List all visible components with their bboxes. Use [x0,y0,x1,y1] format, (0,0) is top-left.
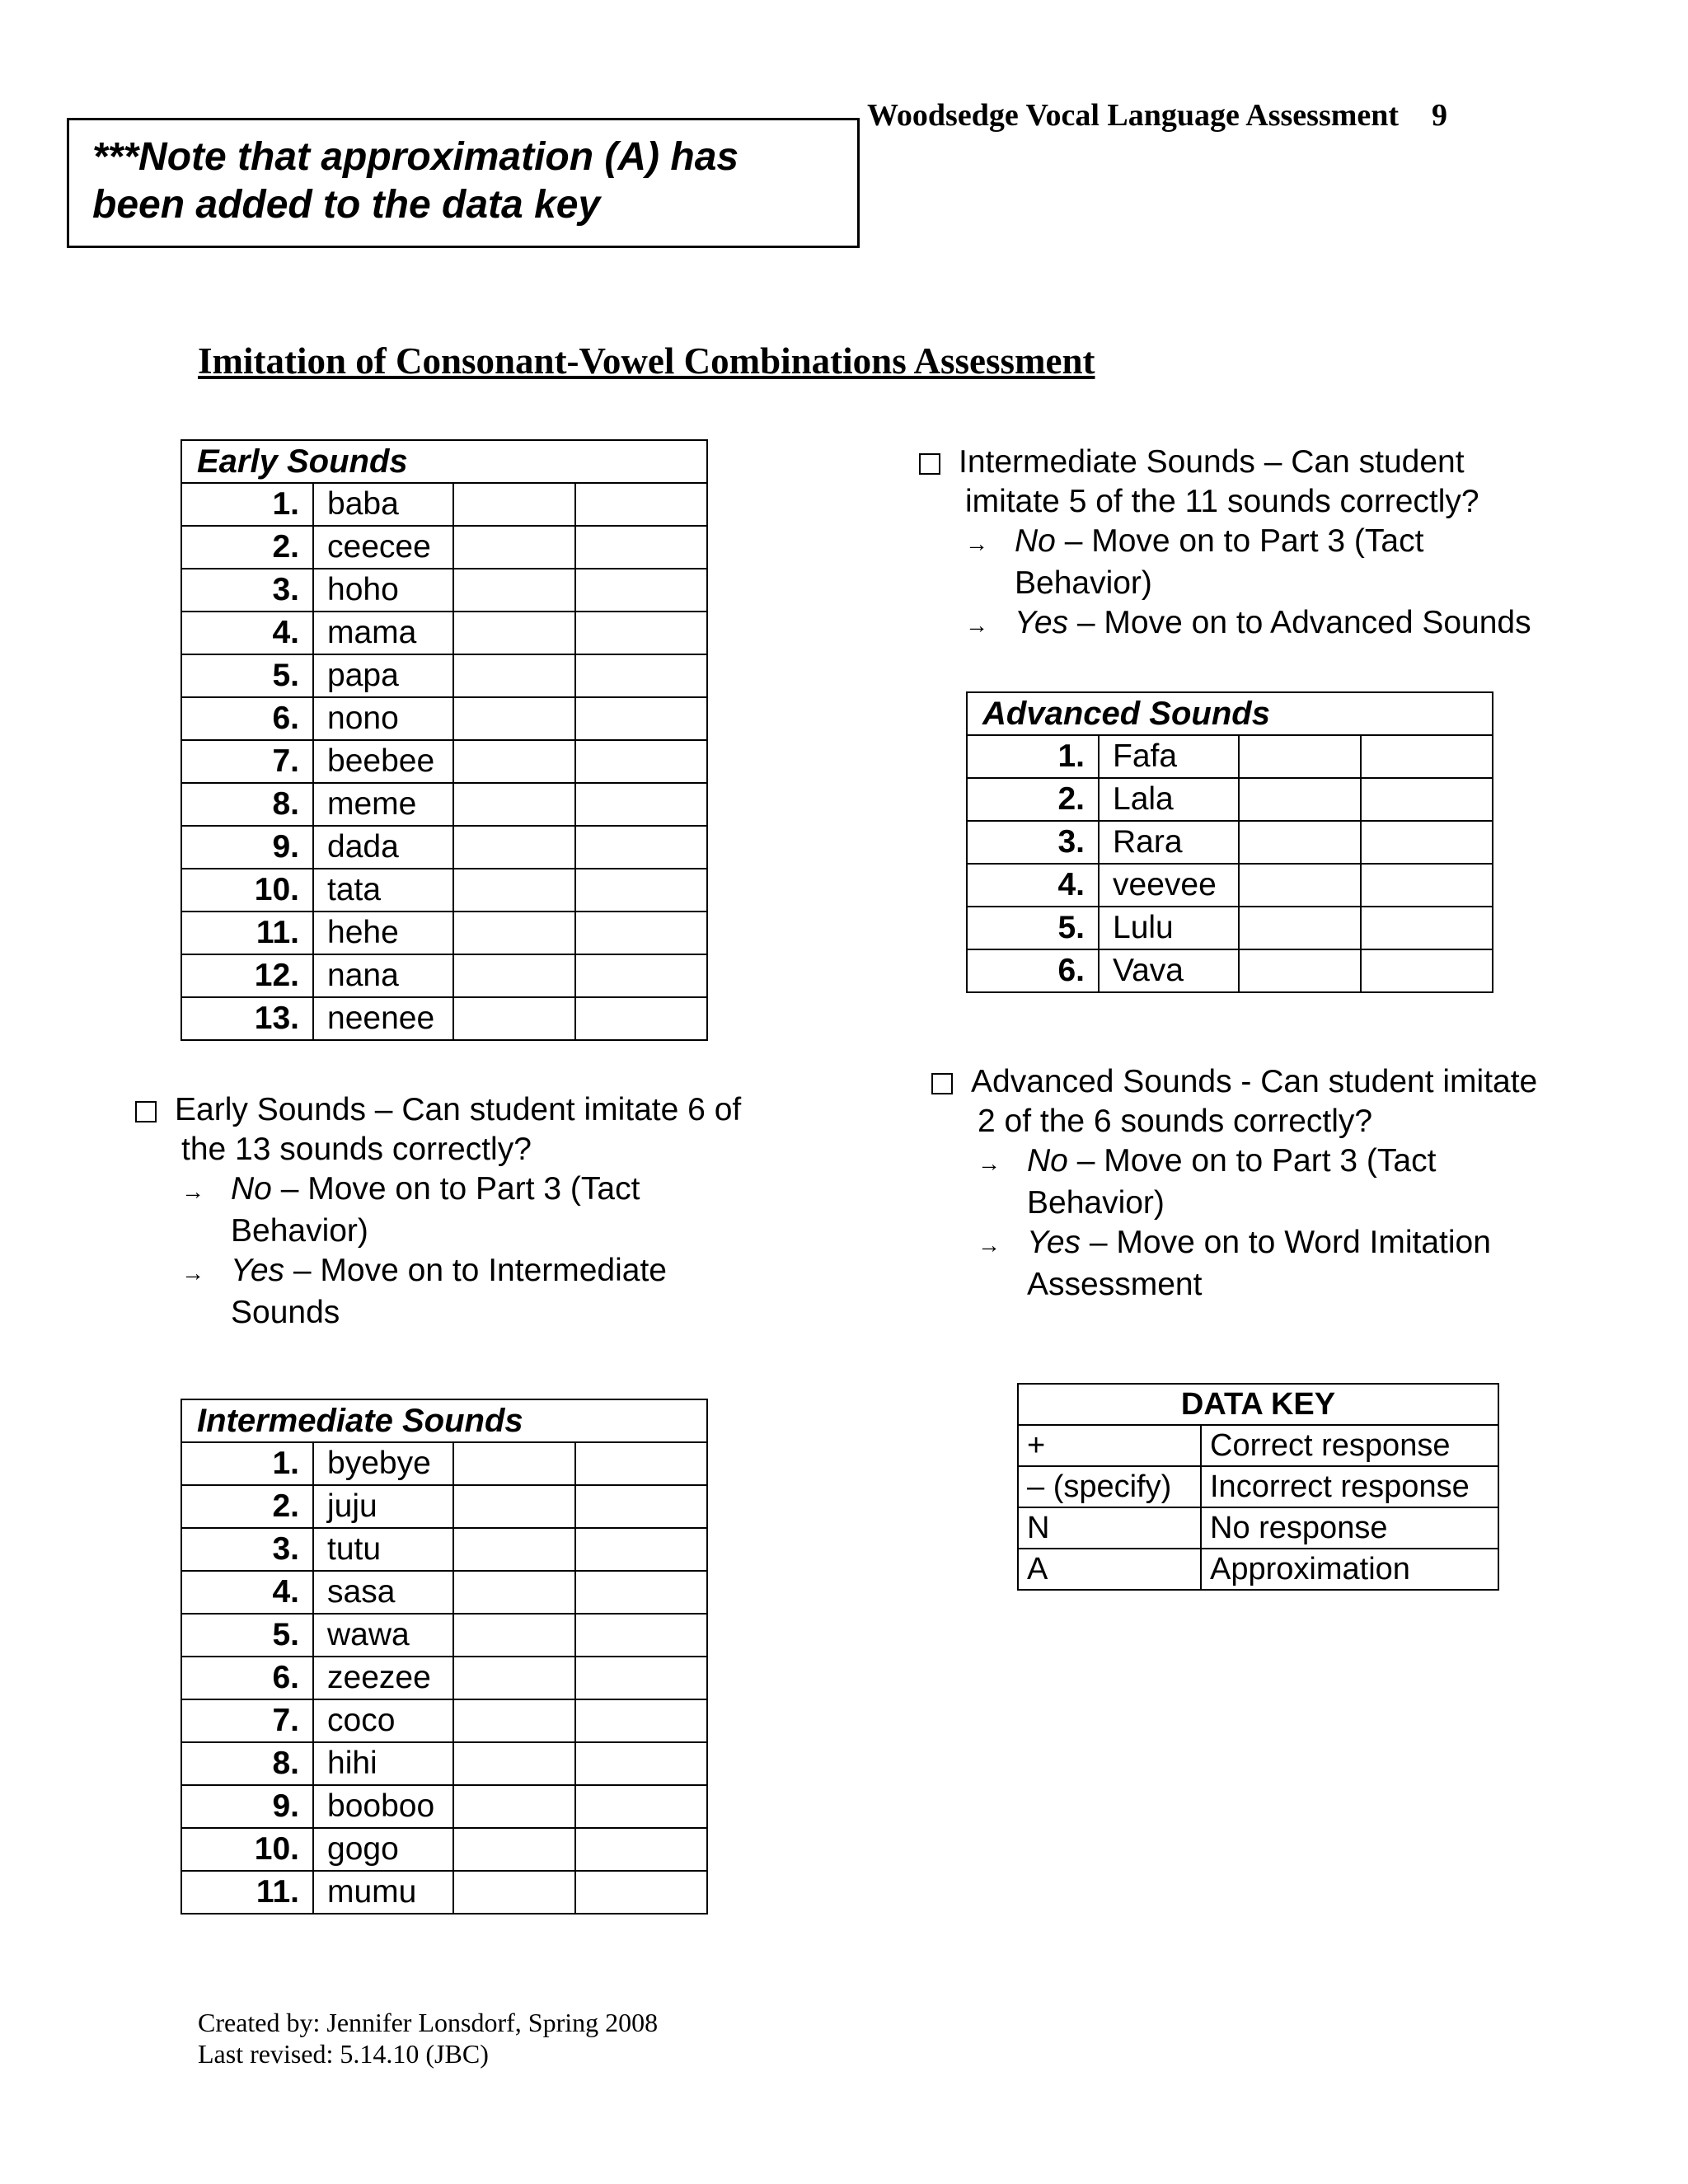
response-cell-1[interactable] [453,783,575,826]
response-cell-1[interactable] [453,1528,575,1571]
table-row [967,778,1493,821]
sound-word: zeezee [313,1657,453,1699]
row-number: 2. [967,778,1099,821]
sound-word: hihi [313,1742,453,1785]
row-number: 9. [181,1785,313,1828]
data-key-code: A [1018,1549,1201,1590]
response-cell-2[interactable] [575,1785,707,1828]
early-q-line1: Early Sounds – Can student imitate 6 of [175,1092,742,1127]
sound-word: papa [313,654,453,697]
sound-word: hoho [313,569,453,612]
data-key-code: – (specify) [1018,1466,1201,1507]
table-row [181,869,707,912]
response-cell-1[interactable] [453,826,575,869]
response-cell-1[interactable] [453,1571,575,1614]
response-cell-1[interactable] [1239,864,1361,907]
adv-q-yes-label: Yes [1027,1225,1081,1260]
response-cell-2[interactable] [575,1828,707,1871]
row-number: 3. [967,821,1099,864]
data-key-code: N [1018,1507,1201,1549]
page-title: Imitation of Consonant-Vowel Combinations Assessment [198,340,1095,382]
response-cell-2[interactable] [1361,735,1493,778]
response-cell-2[interactable] [575,612,707,654]
sound-word: nana [313,954,453,997]
intermediate-sounds-heading: Intermediate Sounds [181,1399,707,1442]
response-cell-2[interactable] [1361,821,1493,864]
table-row [181,1657,707,1699]
sound-word: baba [313,483,453,526]
data-key-meaning: No response [1201,1507,1498,1549]
adv-q-yes-text2: Assessment [1027,1267,1203,1302]
adv-q-no-text: – Move on to Part 3 (Tact [1067,1143,1437,1179]
response-cell-1[interactable] [1239,821,1361,864]
footer-created: Created by: Jennifer Lonsdorf, Spring 2008 [198,2008,659,2037]
sound-word: coco [313,1699,453,1742]
table-row [181,997,707,1040]
response-cell-1[interactable] [453,912,575,954]
sound-word: beebee [313,740,453,783]
arrow-icon: → [978,1232,1001,1258]
response-cell-1[interactable] [453,1657,575,1699]
table-row [181,1742,707,1785]
early-q-yes-text: – Move on to Intermediate [284,1253,667,1288]
response-cell-2[interactable] [575,526,707,569]
response-cell-2[interactable] [575,697,707,740]
footer-revised: Last revised: 5.14.10 (JBC) [198,2039,489,2069]
response-cell-1[interactable] [1239,949,1361,992]
early-sounds-checkbox[interactable] [135,1101,157,1122]
note-box [67,118,860,248]
response-cell-1[interactable] [453,1828,575,1871]
row-number: 2. [181,1485,313,1528]
response-cell-2[interactable] [575,654,707,697]
response-cell-2[interactable] [575,1528,707,1571]
early-q-no-text: – Move on to Part 3 (Tact [271,1171,640,1207]
data-key-row [1018,1425,1498,1466]
table-row [181,483,707,526]
response-cell-2[interactable] [575,1614,707,1657]
table-row [181,1828,707,1871]
sound-word: Fafa [1099,735,1239,778]
row-number: 2. [181,526,313,569]
arrow-icon: → [965,531,988,556]
sound-word: tata [313,869,453,912]
table-row [181,954,707,997]
intermediate-sounds-checkbox[interactable] [919,453,940,475]
row-number: 5. [181,654,313,697]
data-key-row [1018,1507,1498,1549]
early-q-line2: the 13 sounds correctly? [181,1132,532,1167]
sound-word: dada [313,826,453,869]
sound-word: ceecee [313,526,453,569]
response-cell-2[interactable] [1361,949,1493,992]
row-number: 12. [181,954,313,997]
response-cell-1[interactable] [453,1871,575,1914]
data-key-heading: DATA KEY [1018,1384,1498,1425]
early-q-yes-label: Yes [231,1253,285,1288]
response-cell-2[interactable] [575,569,707,612]
sound-word: mumu [313,1871,453,1914]
sound-word: tutu [313,1528,453,1571]
arrow-icon: → [181,1179,204,1204]
row-number: 4. [181,1571,313,1614]
table-row [181,697,707,740]
table-row [967,907,1493,949]
intermediate-sounds-table [181,1399,708,1915]
response-cell-1[interactable] [453,654,575,697]
response-cell-1[interactable] [1239,907,1361,949]
data-key-row [1018,1549,1498,1590]
row-number: 5. [967,907,1099,949]
arrow-icon: → [965,612,988,638]
sound-word: nono [313,697,453,740]
sound-word: veevee [1099,864,1239,907]
page-number: 9 [1432,98,1448,133]
sound-word: neenee [313,997,453,1040]
arrow-icon: → [181,1260,204,1286]
row-number: 1. [967,735,1099,778]
table-row [967,949,1493,992]
table-row [181,1528,707,1571]
row-number: 3. [181,569,313,612]
sound-word: sasa [313,1571,453,1614]
response-cell-1[interactable] [453,997,575,1040]
row-number: 6. [967,949,1099,992]
row-number: 10. [181,869,313,912]
early-sounds-table [181,439,708,1041]
data-key-table [1017,1383,1499,1591]
advanced-sounds-checkbox[interactable] [931,1073,953,1094]
row-number: 4. [967,864,1099,907]
advanced-sounds-question [931,1062,1537,1305]
sound-word: Rara [1099,821,1239,864]
response-cell-1[interactable] [453,1485,575,1528]
table-row [181,912,707,954]
page-header [867,97,1447,134]
response-cell-1[interactable] [1239,778,1361,821]
sound-word: mama [313,612,453,654]
response-cell-2[interactable] [575,1871,707,1914]
inter-q-yes-text: – Move on to Advanced Sounds [1068,605,1531,640]
inter-q-yes-label: Yes [1015,605,1069,640]
response-cell-2[interactable] [575,1699,707,1742]
data-key-code: + [1018,1425,1201,1466]
response-cell-1[interactable] [453,1742,575,1785]
response-cell-1[interactable] [1239,735,1361,778]
table-row [181,1614,707,1657]
response-cell-1[interactable] [453,869,575,912]
row-number: 6. [181,1657,313,1699]
table-row [181,1571,707,1614]
row-number: 5. [181,1614,313,1657]
table-row [181,526,707,569]
early-q-yes-text2: Sounds [231,1295,340,1330]
sound-word: wawa [313,1614,453,1657]
row-number: 8. [181,783,313,826]
footer [198,2007,658,2069]
response-cell-1[interactable] [453,954,575,997]
response-cell-1[interactable] [453,526,575,569]
response-cell-2[interactable] [575,1571,707,1614]
response-cell-2[interactable] [1361,907,1493,949]
adv-q-no-label: No [1027,1143,1068,1179]
sound-word: booboo [313,1785,453,1828]
response-cell-2[interactable] [575,1657,707,1699]
response-cell-2[interactable] [575,1485,707,1528]
row-number: 8. [181,1742,313,1785]
row-number: 7. [181,1699,313,1742]
response-cell-1[interactable] [453,612,575,654]
response-cell-2[interactable] [575,997,707,1040]
inter-q-no-text2: Behavior) [1015,565,1152,601]
response-cell-2[interactable] [575,1742,707,1785]
table-row [181,612,707,654]
inter-q-line1: Intermediate Sounds – Can student [959,444,1465,480]
row-number: 3. [181,1528,313,1571]
table-row [181,1785,707,1828]
sound-word: meme [313,783,453,826]
row-number: 4. [181,612,313,654]
response-cell-1[interactable] [453,1442,575,1485]
adv-q-no-text2: Behavior) [1027,1185,1165,1221]
response-cell-2[interactable] [575,869,707,912]
response-cell-2[interactable] [575,954,707,997]
advanced-sounds-heading: Advanced Sounds [967,692,1493,735]
table-row [181,1442,707,1485]
arrow-icon: → [978,1151,1001,1176]
response-cell-2[interactable] [575,1442,707,1485]
sound-word: Lulu [1099,907,1239,949]
table-row [181,569,707,612]
row-number: 1. [181,1442,313,1485]
response-cell-1[interactable] [453,1785,575,1828]
early-q-no-label: No [231,1171,272,1207]
data-key-meaning: Incorrect response [1201,1466,1498,1507]
row-number: 9. [181,826,313,869]
data-key-row [1018,1466,1498,1507]
response-cell-2[interactable] [575,740,707,783]
table-row [181,1699,707,1742]
table-row [181,654,707,697]
sound-word: Lala [1099,778,1239,821]
intermediate-sounds-question [919,443,1531,645]
adv-q-yes-text: – Move on to Word Imitation [1081,1225,1491,1260]
table-row [967,735,1493,778]
adv-q-line2: 2 of the 6 sounds correctly? [978,1104,1373,1139]
row-number: 7. [181,740,313,783]
row-number: 13. [181,997,313,1040]
response-cell-1[interactable] [453,483,575,526]
data-key-meaning: Correct response [1201,1425,1498,1466]
table-row [181,783,707,826]
row-number: 6. [181,697,313,740]
inter-q-line2: imitate 5 of the 11 sounds correctly? [965,484,1479,519]
response-cell-2[interactable] [575,826,707,869]
note-line-1: ***Note that approximation (A) has [92,135,739,179]
sound-word: gogo [313,1828,453,1871]
table-row [181,826,707,869]
sound-word: juju [313,1485,453,1528]
sound-word: Vava [1099,949,1239,992]
header-title: Woodsedge Vocal Language Assessment [867,98,1400,133]
response-cell-2[interactable] [1361,778,1493,821]
response-cell-1[interactable] [453,1699,575,1742]
data-key-meaning: Approximation [1201,1549,1498,1590]
table-row [181,1485,707,1528]
response-cell-1[interactable] [453,569,575,612]
table-row [181,1871,707,1914]
table-row [181,740,707,783]
table-row [967,821,1493,864]
response-cell-1[interactable] [453,697,575,740]
early-sounds-heading: Early Sounds [181,440,707,483]
note-line-2: been added to the data key [92,183,601,227]
advanced-sounds-table [966,691,1493,993]
early-q-no-text2: Behavior) [231,1213,368,1249]
response-cell-2[interactable] [575,783,707,826]
inter-q-no-label: No [1015,523,1056,559]
row-number: 10. [181,1828,313,1871]
response-cell-2[interactable] [575,912,707,954]
table-row [967,864,1493,907]
response-cell-2[interactable] [575,483,707,526]
response-cell-1[interactable] [453,1614,575,1657]
row-number: 11. [181,912,313,954]
response-cell-2[interactable] [1361,864,1493,907]
sound-word: hehe [313,912,453,954]
sound-word: byebye [313,1442,453,1485]
adv-q-line1: Advanced Sounds - Can student imitate [971,1064,1538,1099]
row-number: 11. [181,1871,313,1914]
inter-q-no-text: – Move on to Part 3 (Tact [1055,523,1424,559]
response-cell-1[interactable] [453,740,575,783]
early-sounds-question [135,1090,741,1333]
row-number: 1. [181,483,313,526]
